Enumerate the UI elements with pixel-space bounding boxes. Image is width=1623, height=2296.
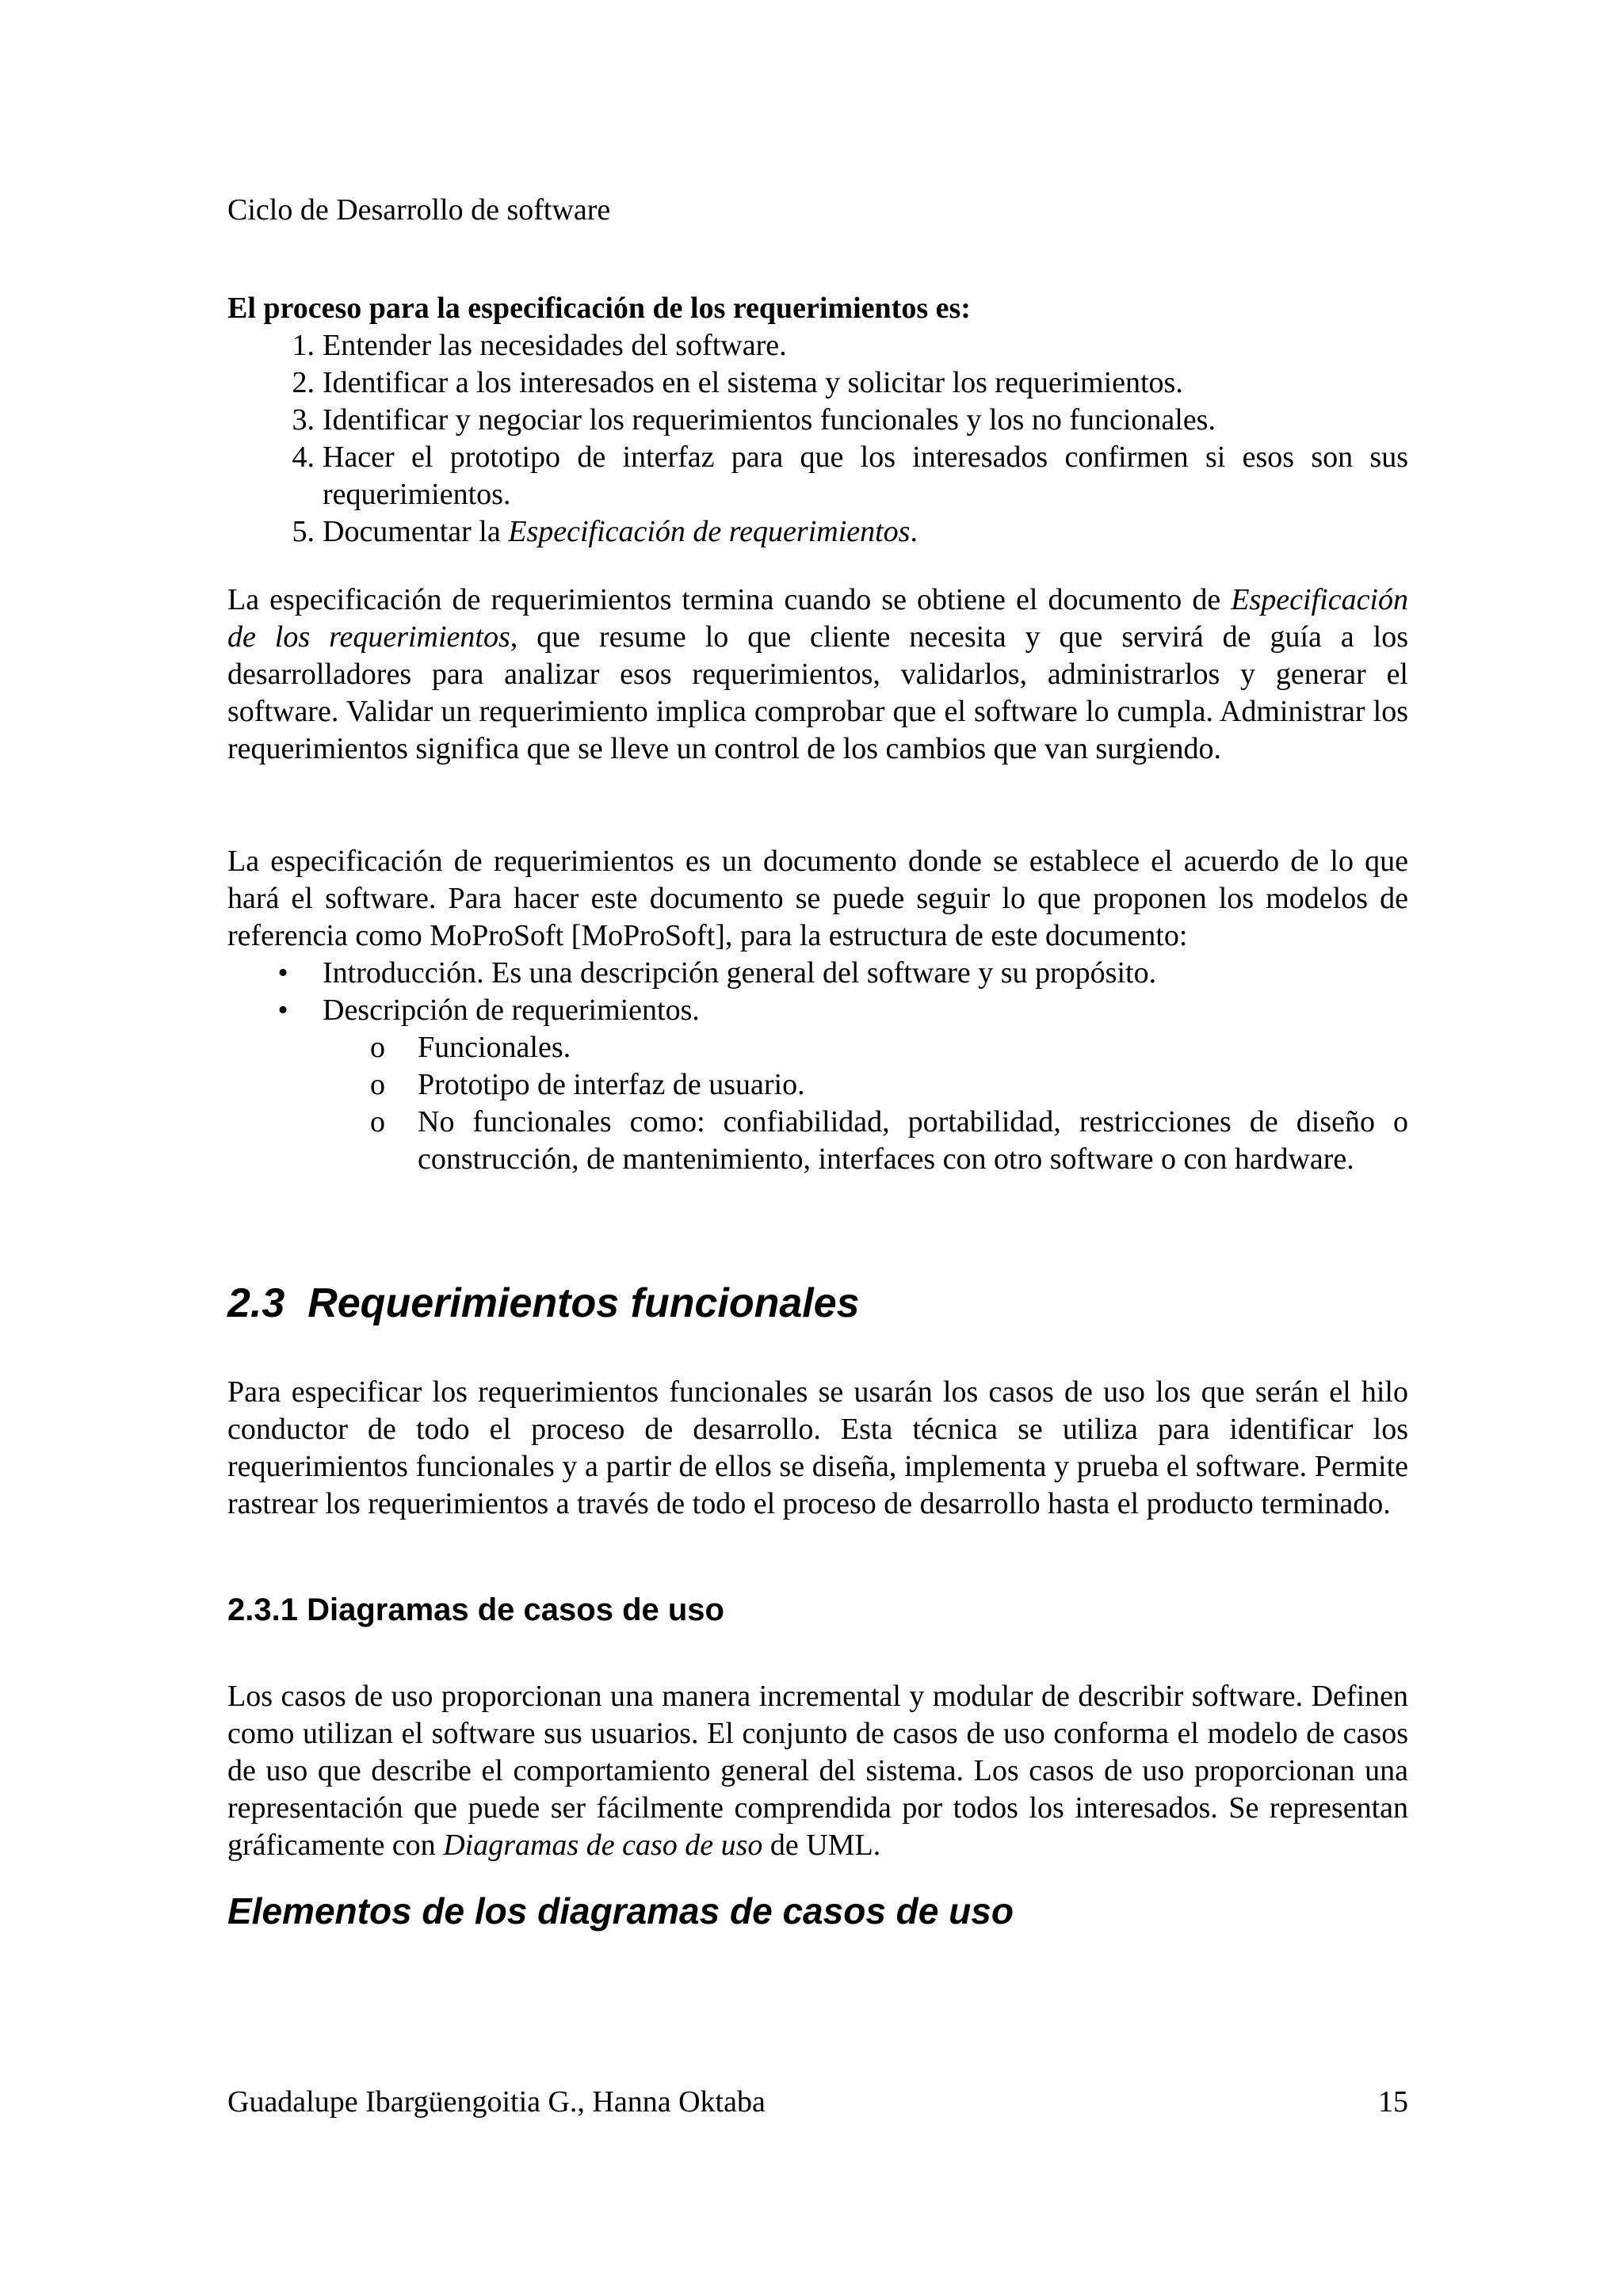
step-text-lead: Documentar la: [323, 515, 509, 548]
paragraph-lead: Los casos de uso proporcionan una manera incremental y modular de describir software. Definen como utilizan el software sus usuarios. El conjunto de casos de uso conforma el modelo de casos de uso que describe el comportamiento general del sistema. Los casos de uso proporcionan una representación que puede ser fácilmente comprendida por todos los interesados. Se representan gráficamente con: [227, 1680, 1408, 1862]
paragraph-text: [227, 1678, 1408, 1864]
paragraph-specification-ends: [227, 582, 1408, 768]
step-text: [323, 515, 918, 548]
step-number: 4.: [292, 441, 315, 474]
step-number: 2.: [292, 366, 315, 399]
sub-bullet-item: [227, 1104, 1408, 1178]
step-number: 3.: [292, 403, 315, 437]
bullet-text: Introducción. Es una descripción general del software y su propósito.: [323, 956, 1157, 990]
circle-bullet-icon: o: [370, 1031, 385, 1064]
section-title: Requerimientos funcionales: [307, 1280, 860, 1326]
process-step: [227, 327, 1408, 364]
step-text: Hacer el prototipo de interfaz para que los interesados confirmen si esos son sus requerimientos.: [323, 441, 1408, 511]
section-2-3-paragraph: [227, 1374, 1408, 1523]
sub-bullet-item: [227, 1029, 1408, 1066]
paragraph-lead: La especificación de requerimientos termina cuando se obtiene el documento de: [227, 583, 1232, 616]
process-section: [227, 290, 1408, 551]
sub-bullet-text: Funcionales.: [418, 1031, 571, 1064]
section-number: 2.3: [227, 1280, 285, 1326]
process-step: [227, 402, 1408, 439]
step-number: 5.: [292, 515, 315, 548]
structure-bullet-list: [227, 955, 1408, 1178]
step-text: Identificar y negociar los requerimientos funcionales y los no funcionales.: [323, 403, 1216, 437]
process-step: [227, 439, 1408, 513]
circle-bullet-icon: o: [370, 1068, 385, 1101]
paragraph-italic: Especificación de los requerimientos: [227, 583, 1408, 654]
sub-bullet-list: [227, 1029, 1408, 1178]
process-heading: El proceso para la especificación de los requerimientos es:: [227, 292, 971, 325]
paragraph-italic: Diagramas de caso de uso: [443, 1829, 763, 1862]
paragraph-document-structure: [227, 843, 1408, 1178]
step-text-end: .: [910, 515, 918, 548]
subsection-heading: 2.3.1 Diagramas de casos de uso: [227, 1592, 724, 1627]
bullet-icon: •: [277, 956, 288, 990]
process-steps-list: [227, 327, 1408, 551]
section-heading: [227, 1280, 1408, 1327]
bullet-text: Descripción de requerimientos.: [323, 994, 700, 1027]
sub-bullet-text: No funcionales como: confiabilidad, portabilidad, restricciones de diseño o construcción, de mantenimiento, interfaces con otro software o con hardware.: [418, 1105, 1408, 1176]
step-text: Entender las necesidades del software.: [323, 329, 787, 362]
step-number: 1.: [292, 329, 315, 362]
paragraph-rest: de UML.: [762, 1829, 881, 1862]
process-step: [227, 364, 1408, 402]
sub-bullet-text: Prototipo de interfaz de usuario.: [418, 1068, 805, 1101]
running-header: Ciclo de Desarrollo de software: [227, 193, 611, 227]
step-text-italic: Especificación de requerimientos: [508, 515, 911, 548]
section-2-3-1-heading-block: [227, 1591, 1408, 1629]
bullet-item: [227, 955, 1408, 992]
section-2-3-1-paragraph: [227, 1678, 1408, 1864]
elements-heading-block: [227, 1890, 1408, 1932]
page-footer: [227, 2084, 1408, 2121]
sub-bullet-item: [227, 1066, 1408, 1104]
circle-bullet-icon: o: [370, 1105, 385, 1138]
page-number: 15: [1378, 2085, 1408, 2119]
footer-authors: Guadalupe Ibargüengoitia G., Hanna Oktaba: [227, 2085, 766, 2119]
paragraph-text: [227, 582, 1408, 768]
section-2-3-heading-block: [227, 1280, 1408, 1327]
paragraph-text: Para especificar los requerimientos funcionales se usarán los casos de uso los que serán el hilo conductor de todo el proceso de desarrollo. Esta técnica se utiliza para identificar los requerimientos funcionales y a partir de ellos se diseña, implementa y prueba el software. Permite rastrear los requerimientos a través de todo el proceso de desarrollo hasta el producto terminado.: [227, 1375, 1408, 1520]
paragraph-rest: , que resume lo que cliente necesita y que servirá de guía a los desarrolladores para analizar esos requerimientos, validarlos, administrarlos y generar el software. Validar un requerimiento implica comprobar que el software lo cumpla. Administrar los requerimientos significa que se lleve un control de los cambios que van surgiendo.: [227, 620, 1408, 765]
subsection-heading: Elementos de los diagramas de casos de uso: [227, 1890, 1014, 1932]
process-step: [227, 513, 1408, 551]
bullet-item: [227, 992, 1408, 1178]
bullet-icon: •: [277, 994, 288, 1027]
step-text: Identificar a los interesados en el sistema y solicitar los requerimientos.: [323, 366, 1183, 399]
paragraph-text: La especificación de requerimientos es un documento donde se establece el acuerdo de lo que hará el software. Para hacer este documento se puede seguir lo que proponen los modelos de referencia como MoProSoft [MoProSoft], para la estructura de este documento:: [227, 845, 1408, 952]
